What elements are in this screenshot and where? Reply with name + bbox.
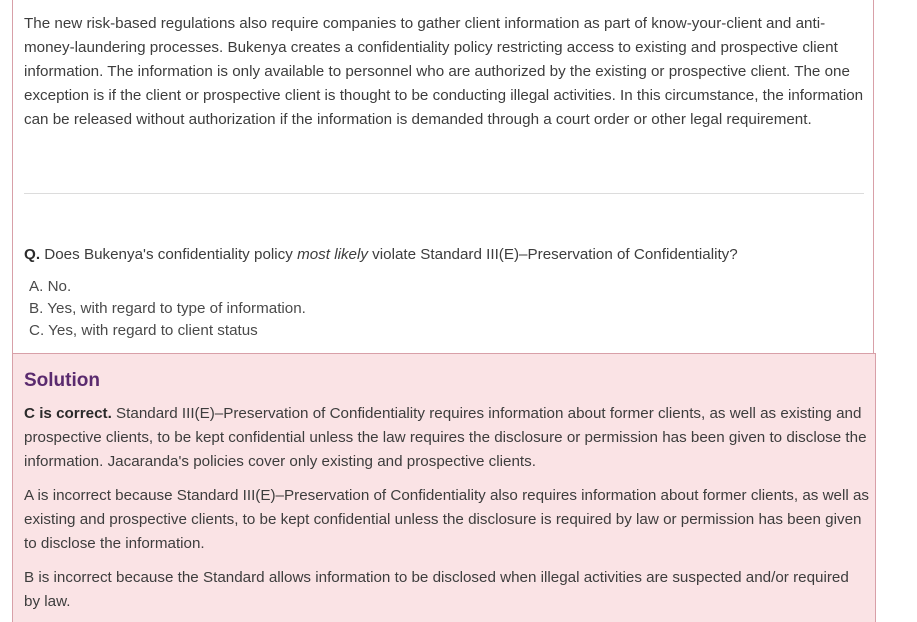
question-emphasis: most likely: [297, 246, 368, 263]
section-divider: [24, 193, 864, 194]
solution-a-incorrect: A is incorrect because Standard III(E)–Preservation of Confidentiality also requires information about former clients, as well as existing and prospective clients, to be kept confidential unless the disclosure is required by law or permission has been given to disclose the information.: [24, 487, 869, 552]
answer-options: [29, 276, 306, 342]
correct-answer-label: C is correct.: [24, 405, 112, 422]
solution-panel: [12, 353, 876, 622]
question-text-before: Does Bukenya's confidentiality policy: [40, 246, 298, 263]
solution-correct-explanation: [24, 402, 869, 474]
question-text-after: violate Standard III(E)–Preservation of Confidentiality?: [367, 246, 738, 263]
correct-answer-text: Standard III(E)–Preservation of Confidentiality requires information about former clients, as well as existing and prospective clients, to be kept confidential unless the law requires the disclosure or permission has been given to disclose the information. Jacaranda's policies cover only existing and prospective clients.: [24, 405, 867, 470]
question-label: Q.: [24, 246, 41, 263]
option-a[interactable]: A. No.: [29, 278, 72, 295]
case-passage: The new risk-based regulations also require companies to gather client information as part of know-your-client and anti-money-laundering processes. Bukenya creates a confidentiality policy restricting access to existing and prospective client information. The information is only available to personnel who are authorized by the existing or prospective client. The one exception is if the client or prospective client is thought to be conducting illegal activities. In this circumstance, the information can be released without authorization if the information is demanded through a court order or other legal requirement.: [24, 15, 864, 128]
option-c[interactable]: C. Yes, with regard to client status: [29, 322, 258, 339]
question-text: [24, 244, 869, 266]
solution-b-incorrect: B is incorrect because the Standard allows information to be disclosed when illegal activities are suspected and/or required by law.: [24, 569, 849, 610]
option-b[interactable]: B. Yes, with regard to type of information.: [29, 300, 306, 317]
question-panel: [12, 0, 874, 354]
solution-title: Solution: [24, 370, 100, 391]
